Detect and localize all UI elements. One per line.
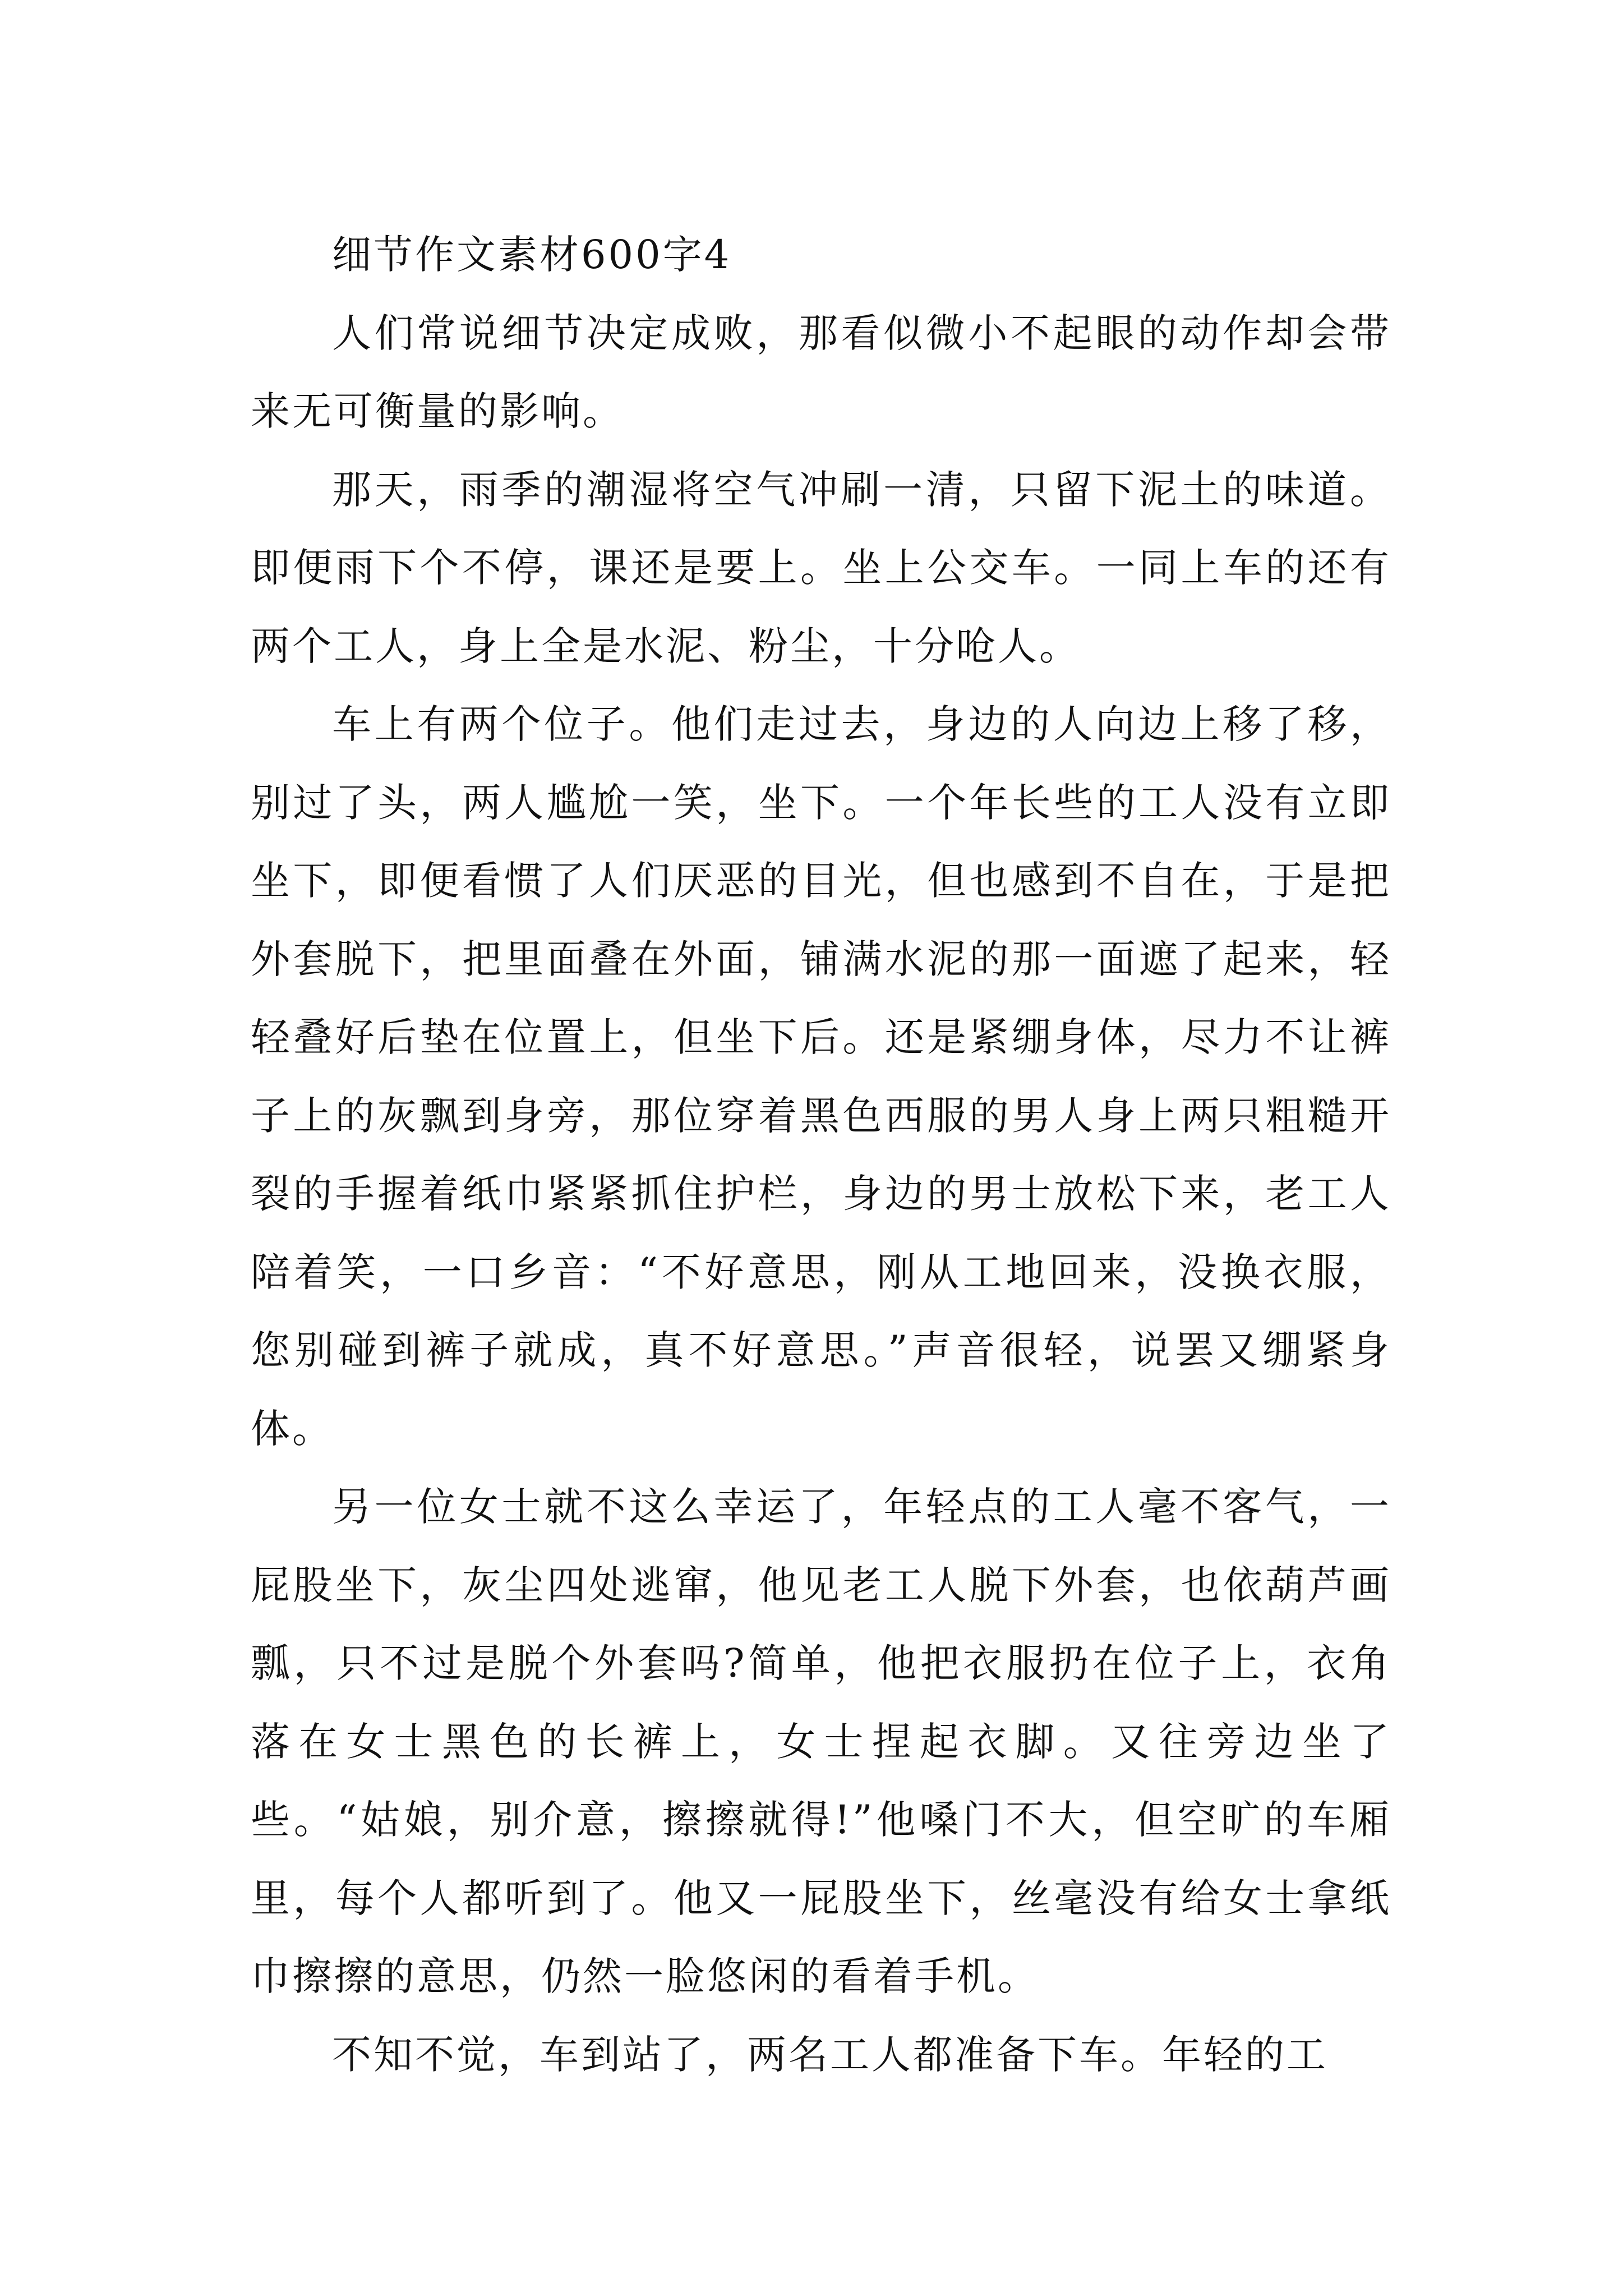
document-body (251, 216, 1391, 2094)
paragraph-5: 不知不觉，车到站了，两名工人都准备下车。年轻的工 (332, 2031, 1328, 2078)
paragraph-3: 车上有两个位子。他们走过去，身边的人向边上移了移，别过了头，两人尴尬一笑，坐下。一个年长些的工人没有立即坐下，即便看惯了人们厌恶的目光，但也感到不自在，于是把外套脱下，把里面叠在外面，铺满水泥的那一面遮了起来，轻轻叠好后垫在位置上，但坐下后。还是紧绷身体，尽力不让裤子上的灰飘到身旁，那位穿着黑色西服的男人身上两只粗糙开裂的手握着纸巾紧紧抓住护栏，身边的男士放松下来，老工人陪着笑，一口乡音：“不好意思，刚从工地回来，没换衣服，您别碰到裤子就成，真不好意思。”声音很轻，说罢又绷紧身体。 (251, 701, 1391, 1452)
document-title: 细节作文素材600字4 (332, 232, 732, 278)
paragraph-2: 那天，雨季的潮湿将空气冲刷一清，只留下泥土的味道。即便雨下个不停，课还是要上。坐上公交车。一同上车的还有两个工人，身上全是水泥、粉尘，十分呛人。 (251, 466, 1391, 669)
paragraph-1: 人们常说细节决定成败，那看似微小不起眼的动作却会带来无可衡量的影响。 (251, 310, 1391, 434)
paragraph-4: 另一位女士就不这么幸运了，年轻点的工人毫不客气，一屁股坐下，灰尘四处逃窜，他见老工人脱下外套，也依葫芦画瓢，只不过是脱个外套吗?简单，他把衣服扔在位子上，衣角落在女士黑色的长裤上，女士捏起衣脚。又往旁边坐了些。“姑娘，别介意，擦擦就得!”他嗓门不大，但空旷的车厢里，每个人都听到了。他又一屁股坐下，丝毫没有给女士拿纸巾擦擦的意思，仍然一脸悠闲的看着手机。 (251, 1484, 1391, 1999)
